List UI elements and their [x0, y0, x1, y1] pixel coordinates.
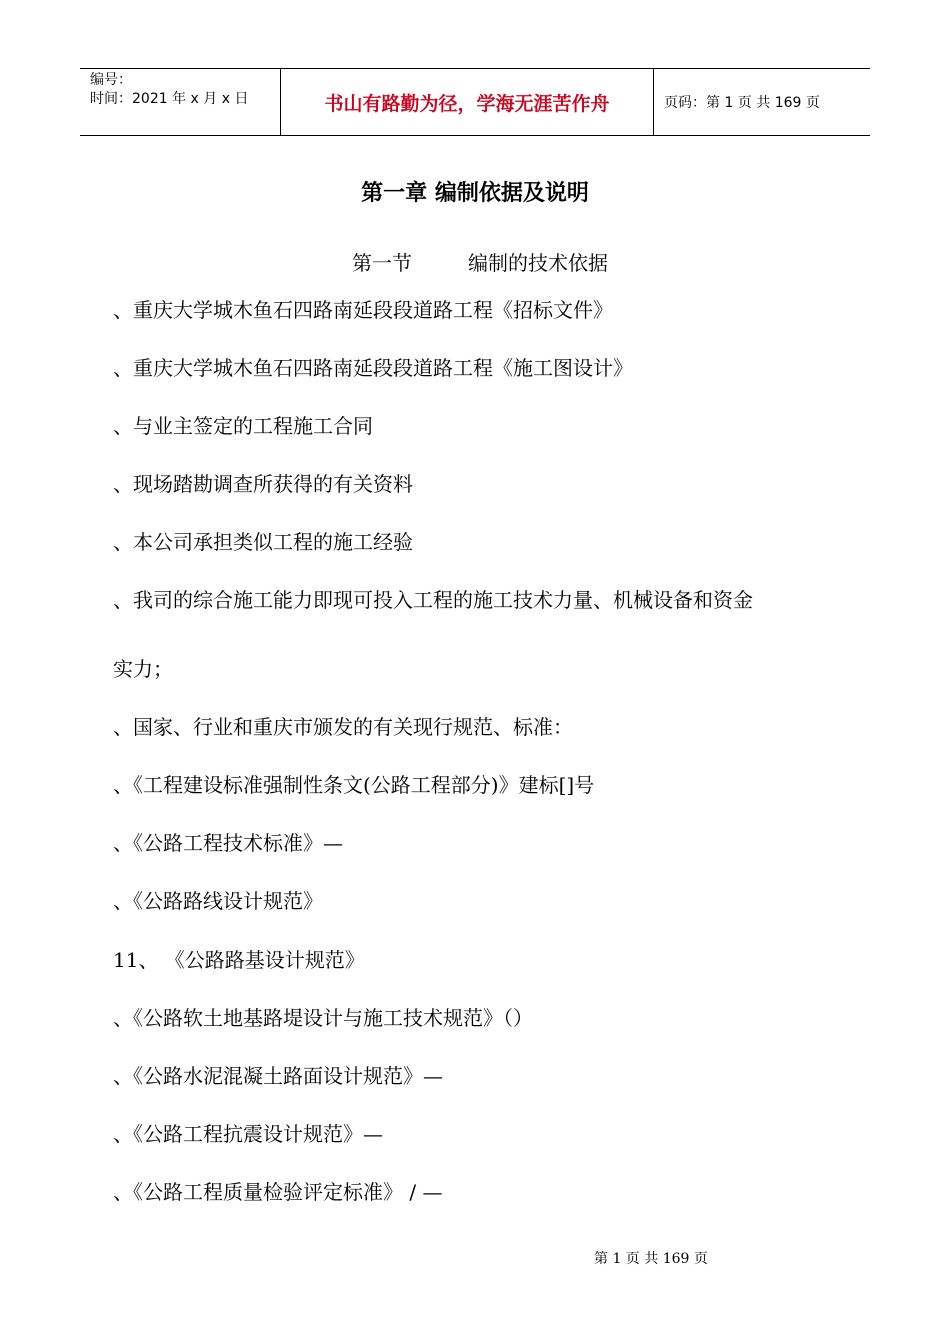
body-line: 、现场踏勘调查所获得的有关资料 [113, 472, 413, 496]
chapter-title: 第一章 编制依据及说明 [361, 181, 589, 206]
header-motto: 书山有路勤为径，学海无涯苦作舟 [281, 69, 654, 135]
body-line: 、国家、行业和重庆市颁发的有关现行规范、标准： [113, 715, 573, 739]
section-title: 编制的技术依据 [468, 251, 608, 275]
body-line: 、《公路水泥混凝土路面设计规范》— [113, 1064, 443, 1088]
section-heading [352, 247, 608, 276]
body-line: 、与业主签定的工程施工合同 [113, 414, 373, 438]
body-line: 、《公路工程抗震设计规范》— [113, 1122, 383, 1146]
header-page-info: 页码：第 1 页 共 169 页 [664, 95, 820, 111]
body-line: 、重庆大学城木鱼石四路南延段段道路工程《施工图设计》 [113, 356, 633, 380]
body-line: 、《公路工程质量检验评定标准》 / — [113, 1180, 443, 1204]
section-number: 第一节 [352, 251, 412, 275]
body-line: 、《公路软土地基路堤设计与施工技术规范》（） [113, 1006, 533, 1030]
page-footer: 第 1 页 共 169 页 [594, 1251, 708, 1267]
body-line: 、本公司承担类似工程的施工经验 [113, 530, 413, 554]
body-line: 、《公路工程技术标准》— [113, 831, 343, 855]
body-line: 、《公路路线设计规范》 [113, 889, 323, 913]
body-line: 、重庆大学城木鱼石四路南延段段道路工程《招标文件》 [113, 298, 613, 322]
body-line: 、《工程建设标准强制性条文(公路工程部分)》建标[]号 [113, 773, 595, 797]
page-header [80, 68, 870, 136]
body-line: 、我司的综合施工能力即现可投入工程的施工技术力量、机械设备和资金 [113, 588, 753, 612]
body-line: 实力； [113, 657, 173, 681]
document-time-label: 时间：2021 年 x 月 x 日 [90, 91, 249, 107]
header-meta [80, 69, 281, 135]
body-line: 11、 《公路路基设计规范》 [113, 948, 365, 972]
document-number-label: 编号： [90, 72, 132, 88]
